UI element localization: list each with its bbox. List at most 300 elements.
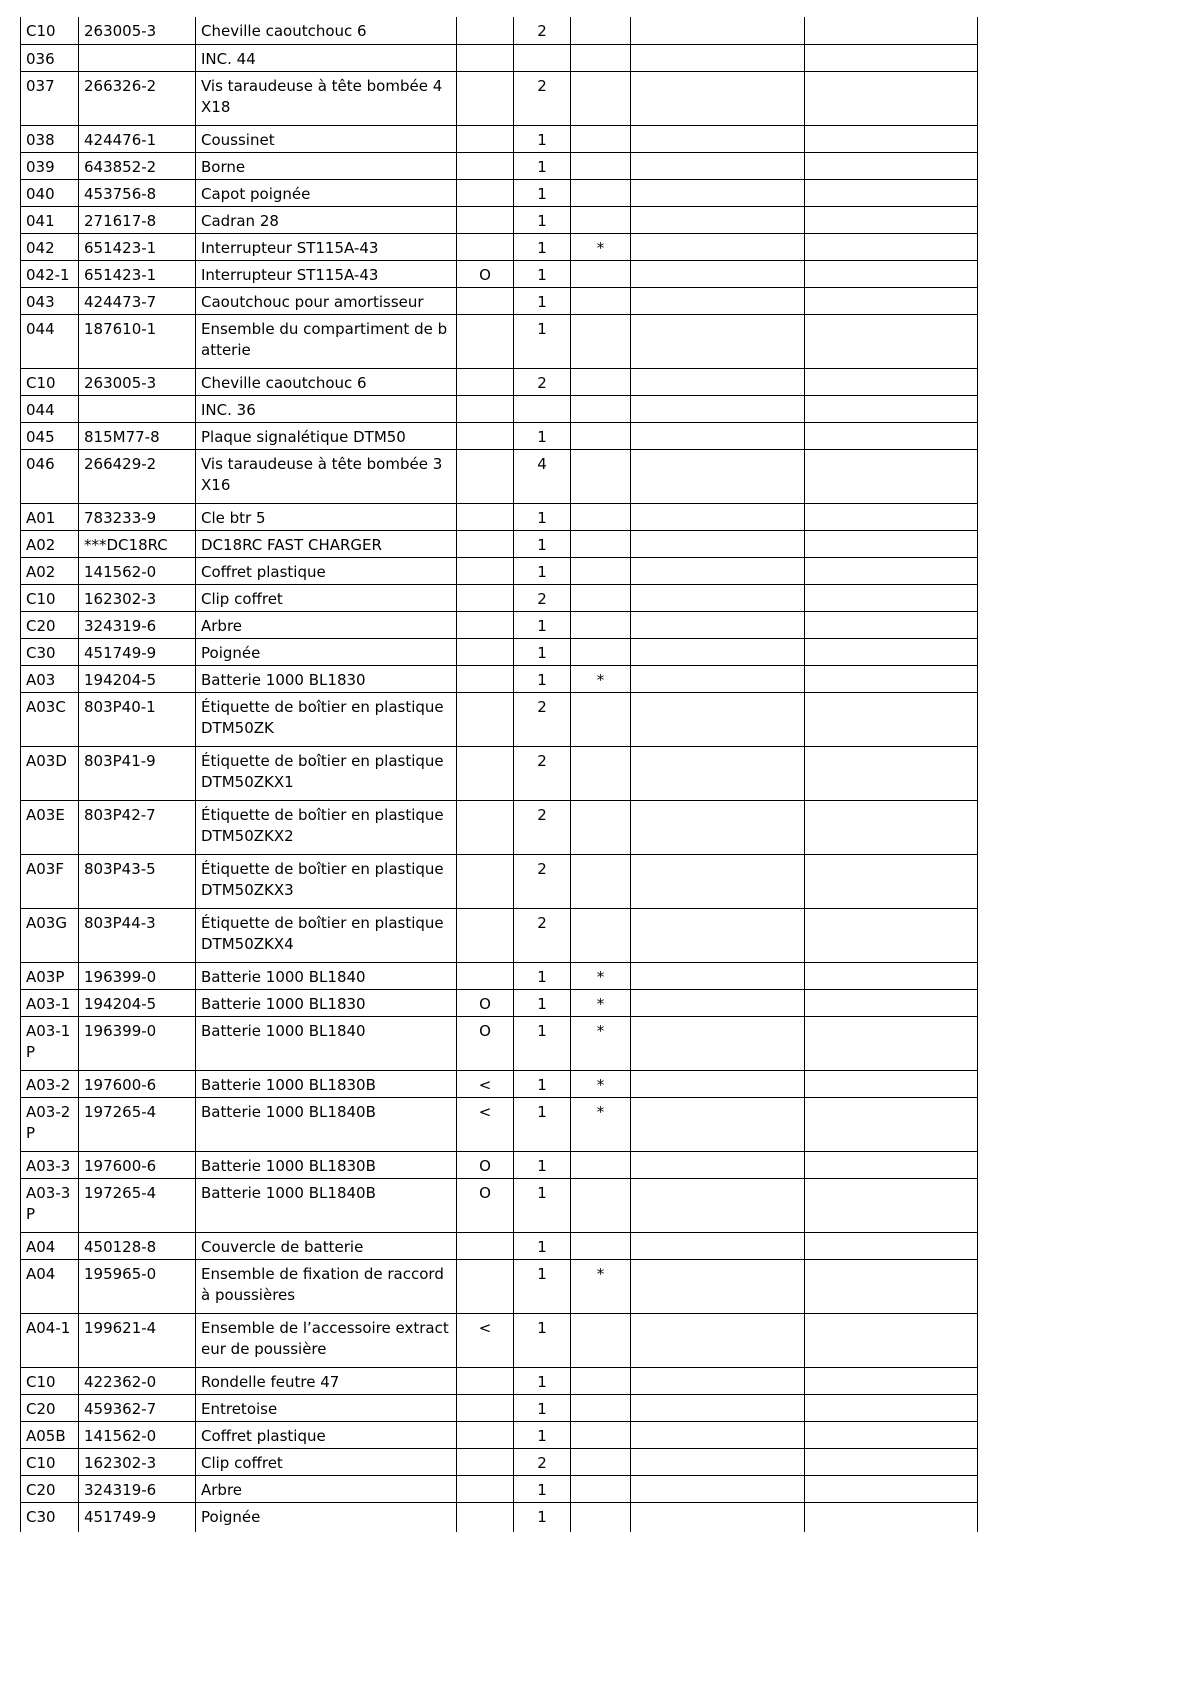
- mark-cell: [457, 503, 514, 530]
- part-number-cell: 324319-6: [79, 611, 196, 638]
- ref-cell: 040: [21, 179, 79, 206]
- part-number-cell: 187610-1: [79, 314, 196, 368]
- empty-cell: [631, 1367, 805, 1394]
- table-row: [21, 962, 978, 989]
- empty-cell: [631, 746, 805, 800]
- part-number-cell: 197600-6: [79, 1070, 196, 1097]
- note-cell: *: [571, 233, 631, 260]
- empty-cell: [805, 584, 978, 611]
- mark-cell: [457, 1232, 514, 1259]
- note-cell: [571, 1448, 631, 1475]
- ref-cell: A03-1P: [21, 1016, 79, 1070]
- empty-cell: [631, 395, 805, 422]
- quantity-cell: 1: [514, 260, 571, 287]
- note-cell: [571, 17, 631, 44]
- quantity-cell: 1: [514, 530, 571, 557]
- table-row: [21, 314, 978, 368]
- table-row: [21, 611, 978, 638]
- empty-cell: [631, 314, 805, 368]
- quantity-cell: 1: [514, 1421, 571, 1448]
- table-row: [21, 1313, 978, 1367]
- empty-cell: [805, 746, 978, 800]
- part-number-cell: [79, 395, 196, 422]
- table-row: [21, 638, 978, 665]
- table-row: [21, 233, 978, 260]
- description-cell: Batterie 1000 BL1840B: [196, 1097, 457, 1151]
- note-cell: [571, 449, 631, 503]
- quantity-cell: 1: [514, 1367, 571, 1394]
- note-cell: [571, 1178, 631, 1232]
- note-cell: [571, 1394, 631, 1421]
- empty-cell: [805, 1232, 978, 1259]
- ref-cell: 037: [21, 71, 79, 125]
- part-number-cell: 450128-8: [79, 1232, 196, 1259]
- empty-cell: [805, 1394, 978, 1421]
- description-cell: Arbre: [196, 1475, 457, 1502]
- ref-cell: A03P: [21, 962, 79, 989]
- table-row: [21, 1394, 978, 1421]
- quantity-cell: 2: [514, 584, 571, 611]
- quantity-cell: 1: [514, 1016, 571, 1070]
- table-row: [21, 395, 978, 422]
- part-number-cell: 651423-1: [79, 233, 196, 260]
- description-cell: Batterie 1000 BL1840: [196, 1016, 457, 1070]
- quantity-cell: [514, 395, 571, 422]
- description-cell: Batterie 1000 BL1830: [196, 665, 457, 692]
- empty-cell: [805, 503, 978, 530]
- empty-cell: [631, 1070, 805, 1097]
- table-row: [21, 692, 978, 746]
- ref-cell: A03-2P: [21, 1097, 79, 1151]
- empty-cell: [805, 287, 978, 314]
- empty-cell: [631, 44, 805, 71]
- description-cell: Capot poignée: [196, 179, 457, 206]
- empty-cell: [631, 962, 805, 989]
- mark-cell: [457, 314, 514, 368]
- table-row: [21, 368, 978, 395]
- empty-cell: [631, 665, 805, 692]
- part-number-cell: 459362-7: [79, 1394, 196, 1421]
- empty-cell: [805, 449, 978, 503]
- note-cell: [571, 611, 631, 638]
- table-row: [21, 260, 978, 287]
- ref-cell: A03E: [21, 800, 79, 854]
- description-cell: Cle btr 5: [196, 503, 457, 530]
- table-row: [21, 1502, 978, 1532]
- quantity-cell: 1: [514, 1151, 571, 1178]
- mark-cell: O: [457, 1016, 514, 1070]
- empty-cell: [631, 692, 805, 746]
- ref-cell: A02: [21, 530, 79, 557]
- description-cell: Clip coffret: [196, 1448, 457, 1475]
- note-cell: [571, 1502, 631, 1532]
- part-number-cell: 815M77-8: [79, 422, 196, 449]
- empty-cell: [631, 1421, 805, 1448]
- empty-cell: [805, 368, 978, 395]
- ref-cell: A01: [21, 503, 79, 530]
- quantity-cell: 1: [514, 179, 571, 206]
- empty-cell: [805, 314, 978, 368]
- empty-cell: [631, 1151, 805, 1178]
- empty-cell: [805, 233, 978, 260]
- empty-cell: [805, 422, 978, 449]
- empty-cell: [805, 1097, 978, 1151]
- quantity-cell: 1: [514, 1502, 571, 1532]
- description-cell: Cheville caoutchouc 6: [196, 368, 457, 395]
- note-cell: [571, 503, 631, 530]
- description-cell: DC18RC FAST CHARGER: [196, 530, 457, 557]
- empty-cell: [805, 206, 978, 233]
- quantity-cell: 1: [514, 125, 571, 152]
- empty-cell: [631, 854, 805, 908]
- table-row: [21, 908, 978, 962]
- quantity-cell: 2: [514, 854, 571, 908]
- part-number-cell: 197265-4: [79, 1178, 196, 1232]
- table-row: [21, 1475, 978, 1502]
- note-cell: [571, 125, 631, 152]
- note-cell: *: [571, 1070, 631, 1097]
- part-number-cell: 141562-0: [79, 1421, 196, 1448]
- description-cell: Poignée: [196, 638, 457, 665]
- quantity-cell: 1: [514, 1178, 571, 1232]
- table-row: [21, 179, 978, 206]
- note-cell: [571, 584, 631, 611]
- ref-cell: 044: [21, 395, 79, 422]
- empty-cell: [805, 1070, 978, 1097]
- part-number-cell: 271617-8: [79, 206, 196, 233]
- table-row: [21, 1232, 978, 1259]
- ref-cell: 036: [21, 44, 79, 71]
- part-number-cell: 263005-3: [79, 17, 196, 44]
- mark-cell: [457, 746, 514, 800]
- note-cell: [571, 260, 631, 287]
- mark-cell: [457, 962, 514, 989]
- note-cell: [571, 530, 631, 557]
- empty-cell: [805, 125, 978, 152]
- mark-cell: <: [457, 1097, 514, 1151]
- quantity-cell: 2: [514, 71, 571, 125]
- table-row: [21, 746, 978, 800]
- empty-cell: [805, 260, 978, 287]
- empty-cell: [631, 989, 805, 1016]
- ref-cell: C10: [21, 1448, 79, 1475]
- part-number-cell: 803P41-9: [79, 746, 196, 800]
- mark-cell: [457, 611, 514, 638]
- empty-cell: [631, 530, 805, 557]
- empty-cell: [805, 395, 978, 422]
- description-cell: Batterie 1000 BL1840: [196, 962, 457, 989]
- ref-cell: A05B: [21, 1421, 79, 1448]
- empty-cell: [631, 1178, 805, 1232]
- quantity-cell: 1: [514, 1259, 571, 1313]
- description-cell: Vis taraudeuse à tête bombée 4X18: [196, 71, 457, 125]
- ref-cell: A04: [21, 1259, 79, 1313]
- part-number-cell: 651423-1: [79, 260, 196, 287]
- mark-cell: O: [457, 1151, 514, 1178]
- description-cell: Ensemble de fixation de raccord à poussières: [196, 1259, 457, 1313]
- description-cell: Plaque signalétique DTM50: [196, 422, 457, 449]
- table-row: [21, 1016, 978, 1070]
- ref-cell: C20: [21, 1475, 79, 1502]
- table-row: [21, 1178, 978, 1232]
- mark-cell: [457, 233, 514, 260]
- mark-cell: [457, 557, 514, 584]
- part-number-cell: 803P43-5: [79, 854, 196, 908]
- table-row: [21, 1259, 978, 1313]
- table-row: [21, 1448, 978, 1475]
- part-number-cell: 803P40-1: [79, 692, 196, 746]
- description-cell: Coffret plastique: [196, 557, 457, 584]
- table-row: [21, 1151, 978, 1178]
- note-cell: [571, 908, 631, 962]
- description-cell: Vis taraudeuse à tête bombée 3X16: [196, 449, 457, 503]
- empty-cell: [805, 1259, 978, 1313]
- quantity-cell: 2: [514, 746, 571, 800]
- description-cell: Entretoise: [196, 1394, 457, 1421]
- part-number-cell: 453756-8: [79, 179, 196, 206]
- empty-cell: [631, 368, 805, 395]
- ref-cell: A03-1: [21, 989, 79, 1016]
- mark-cell: [457, 368, 514, 395]
- mark-cell: [457, 908, 514, 962]
- empty-cell: [631, 584, 805, 611]
- table-row: [21, 665, 978, 692]
- quantity-cell: 1: [514, 638, 571, 665]
- description-cell: Coffret plastique: [196, 1421, 457, 1448]
- part-number-cell: ***DC18RC: [79, 530, 196, 557]
- mark-cell: [457, 71, 514, 125]
- table-row: [21, 557, 978, 584]
- ref-cell: C10: [21, 1367, 79, 1394]
- parts-table: [20, 17, 978, 1532]
- table-row: [21, 17, 978, 44]
- empty-cell: [805, 692, 978, 746]
- description-cell: Clip coffret: [196, 584, 457, 611]
- empty-cell: [805, 152, 978, 179]
- quantity-cell: 1: [514, 206, 571, 233]
- ref-cell: C20: [21, 611, 79, 638]
- empty-cell: [631, 233, 805, 260]
- empty-cell: [805, 1421, 978, 1448]
- part-number-cell: [79, 44, 196, 71]
- ref-cell: C10: [21, 368, 79, 395]
- quantity-cell: [514, 44, 571, 71]
- description-cell: Batterie 1000 BL1840B: [196, 1178, 457, 1232]
- empty-cell: [805, 530, 978, 557]
- empty-cell: [631, 17, 805, 44]
- description-cell: Couvercle de batterie: [196, 1232, 457, 1259]
- mark-cell: [457, 665, 514, 692]
- note-cell: [571, 314, 631, 368]
- empty-cell: [805, 908, 978, 962]
- empty-cell: [631, 1313, 805, 1367]
- note-cell: [571, 1313, 631, 1367]
- part-number-cell: 424473-7: [79, 287, 196, 314]
- note-cell: [571, 1367, 631, 1394]
- empty-cell: [631, 449, 805, 503]
- ref-cell: A03D: [21, 746, 79, 800]
- empty-cell: [805, 1178, 978, 1232]
- mark-cell: [457, 1502, 514, 1532]
- ref-cell: C30: [21, 638, 79, 665]
- mark-cell: [457, 530, 514, 557]
- part-number-cell: 141562-0: [79, 557, 196, 584]
- quantity-cell: 1: [514, 422, 571, 449]
- empty-cell: [631, 1259, 805, 1313]
- empty-cell: [805, 962, 978, 989]
- quantity-cell: 1: [514, 557, 571, 584]
- empty-cell: [631, 179, 805, 206]
- note-cell: [571, 368, 631, 395]
- ref-cell: 038: [21, 125, 79, 152]
- note-cell: [571, 1151, 631, 1178]
- note-cell: [571, 1421, 631, 1448]
- ref-cell: C10: [21, 584, 79, 611]
- quantity-cell: 1: [514, 989, 571, 1016]
- description-cell: Coussinet: [196, 125, 457, 152]
- empty-cell: [631, 1475, 805, 1502]
- empty-cell: [805, 1367, 978, 1394]
- mark-cell: [457, 854, 514, 908]
- empty-cell: [631, 503, 805, 530]
- mark-cell: [457, 800, 514, 854]
- mark-cell: [457, 422, 514, 449]
- description-cell: Rondelle feutre 47: [196, 1367, 457, 1394]
- mark-cell: [457, 17, 514, 44]
- empty-cell: [805, 71, 978, 125]
- empty-cell: [805, 1016, 978, 1070]
- ref-cell: 039: [21, 152, 79, 179]
- part-number-cell: 451749-9: [79, 638, 196, 665]
- quantity-cell: 1: [514, 152, 571, 179]
- table-row: [21, 800, 978, 854]
- empty-cell: [805, 1448, 978, 1475]
- mark-cell: [457, 1259, 514, 1313]
- note-cell: [571, 206, 631, 233]
- mark-cell: [457, 44, 514, 71]
- description-cell: Étiquette de boîtier en plastique DTM50ZKX2: [196, 800, 457, 854]
- table-row: [21, 1367, 978, 1394]
- part-number-cell: 199621-4: [79, 1313, 196, 1367]
- note-cell: [571, 800, 631, 854]
- description-cell: Étiquette de boîtier en plastique DTM50ZK: [196, 692, 457, 746]
- ref-cell: A03-3P: [21, 1178, 79, 1232]
- empty-cell: [805, 638, 978, 665]
- quantity-cell: 2: [514, 908, 571, 962]
- description-cell: Caoutchouc pour amortisseur: [196, 287, 457, 314]
- empty-cell: [631, 1232, 805, 1259]
- empty-cell: [805, 1502, 978, 1532]
- description-cell: Ensemble du compartiment de batterie: [196, 314, 457, 368]
- note-cell: [571, 1232, 631, 1259]
- description-cell: Batterie 1000 BL1830: [196, 989, 457, 1016]
- empty-cell: [805, 44, 978, 71]
- ref-cell: A03-2: [21, 1070, 79, 1097]
- ref-cell: 042-1: [21, 260, 79, 287]
- empty-cell: [805, 17, 978, 44]
- part-number-cell: 194204-5: [79, 665, 196, 692]
- empty-cell: [805, 611, 978, 638]
- empty-cell: [805, 665, 978, 692]
- note-cell: *: [571, 1016, 631, 1070]
- quantity-cell: 1: [514, 1232, 571, 1259]
- part-number-cell: 162302-3: [79, 584, 196, 611]
- empty-cell: [631, 1448, 805, 1475]
- quantity-cell: 2: [514, 800, 571, 854]
- table-row: [21, 989, 978, 1016]
- empty-cell: [631, 71, 805, 125]
- table-row: [21, 125, 978, 152]
- ref-cell: A04-1: [21, 1313, 79, 1367]
- empty-cell: [805, 989, 978, 1016]
- description-cell: Étiquette de boîtier en plastique DTM50ZKX3: [196, 854, 457, 908]
- table-row: [21, 206, 978, 233]
- quantity-cell: 2: [514, 692, 571, 746]
- quantity-cell: 1: [514, 287, 571, 314]
- table-row: [21, 287, 978, 314]
- table-row: [21, 152, 978, 179]
- ref-cell: A03: [21, 665, 79, 692]
- table-row: [21, 584, 978, 611]
- table-row: [21, 854, 978, 908]
- empty-cell: [631, 611, 805, 638]
- quantity-cell: 1: [514, 503, 571, 530]
- note-cell: [571, 746, 631, 800]
- ref-cell: A03F: [21, 854, 79, 908]
- ref-cell: A03G: [21, 908, 79, 962]
- mark-cell: [457, 1448, 514, 1475]
- part-number-cell: 803P44-3: [79, 908, 196, 962]
- empty-cell: [631, 908, 805, 962]
- ref-cell: C20: [21, 1394, 79, 1421]
- table-row: [21, 422, 978, 449]
- table-row: [21, 530, 978, 557]
- empty-cell: [805, 1313, 978, 1367]
- empty-cell: [631, 1097, 805, 1151]
- description-cell: INC. 44: [196, 44, 457, 71]
- part-number-cell: 451749-9: [79, 1502, 196, 1532]
- mark-cell: [457, 1421, 514, 1448]
- description-cell: Arbre: [196, 611, 457, 638]
- quantity-cell: 1: [514, 665, 571, 692]
- note-cell: [571, 179, 631, 206]
- empty-cell: [805, 1151, 978, 1178]
- note-cell: *: [571, 665, 631, 692]
- mark-cell: [457, 287, 514, 314]
- empty-cell: [631, 125, 805, 152]
- empty-cell: [631, 206, 805, 233]
- quantity-cell: 1: [514, 1475, 571, 1502]
- ref-cell: 044: [21, 314, 79, 368]
- empty-cell: [631, 287, 805, 314]
- ref-cell: A02: [21, 557, 79, 584]
- ref-cell: 042: [21, 233, 79, 260]
- quantity-cell: 2: [514, 368, 571, 395]
- quantity-cell: 4: [514, 449, 571, 503]
- mark-cell: [457, 152, 514, 179]
- note-cell: [571, 152, 631, 179]
- empty-cell: [631, 152, 805, 179]
- note-cell: *: [571, 1097, 631, 1151]
- part-number-cell: 263005-3: [79, 368, 196, 395]
- ref-cell: A03-3: [21, 1151, 79, 1178]
- note-cell: [571, 44, 631, 71]
- note-cell: [571, 638, 631, 665]
- mark-cell: <: [457, 1070, 514, 1097]
- mark-cell: [457, 1475, 514, 1502]
- quantity-cell: 1: [514, 233, 571, 260]
- description-cell: Étiquette de boîtier en plastique DTM50ZKX4: [196, 908, 457, 962]
